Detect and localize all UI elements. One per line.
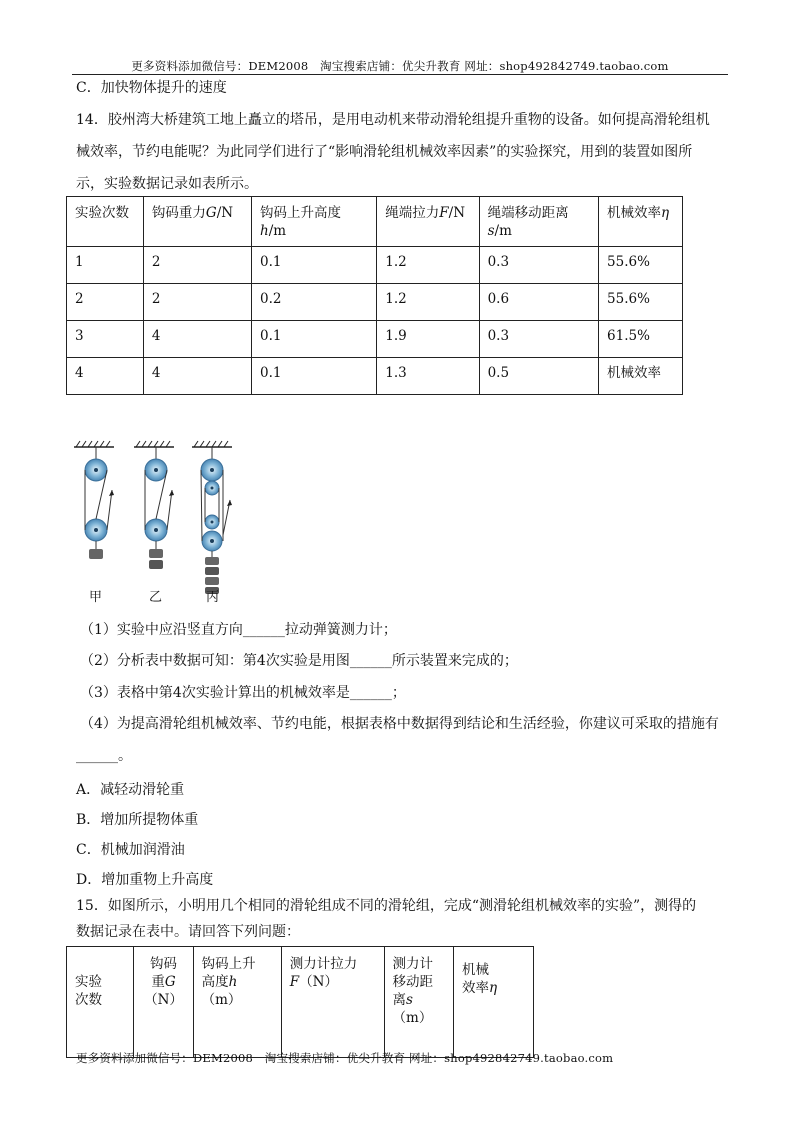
header-cell-efficiency: 机械效率η — [599, 197, 683, 247]
header-cell-force: 绳端拉力F/N — [377, 197, 479, 247]
table-header-row — [67, 947, 534, 1058]
q15-stem-line2: 数据记录在表中。请回答下列问题： — [76, 924, 300, 940]
q14-sub1: （1）实验中应沿竖直方向______拉动弹簧测力计； — [80, 622, 397, 638]
header-cell-height: 钩码上升高度 h/m — [252, 197, 377, 247]
pulley-system-bing — [192, 441, 232, 594]
header-cell-height: 钩码上升 高度h （m） — [193, 947, 281, 1058]
header-cell-distance: 绳端移动距离s/m — [479, 197, 598, 247]
figure-label-bing: 丙 — [206, 590, 220, 605]
q15-data-table — [66, 946, 534, 1058]
q14-stem-line1: 14．胶州湾大桥建筑工地上矗立的塔吊，是用电动机来带动滑轮组提升重物的设备。如何提高滑轮组机 — [76, 112, 710, 128]
header-cell-trial: 实验次数 — [67, 197, 144, 247]
header-cell-weight: 钩码 重G （N） — [134, 947, 193, 1058]
header-divider — [72, 74, 728, 75]
q14-data-table — [66, 196, 683, 395]
q14-sub3: （3）表格中第4次实验计算出的机械效率是______； — [80, 685, 406, 701]
q14-stem-line3: 示，实验数据记录如表所示。 — [76, 176, 258, 192]
table-row: 2 2 0.2 1.2 0.6 55.6% — [67, 284, 683, 321]
table-header-row — [67, 197, 683, 247]
q15-stem-line1: 15．如图所示，小明用几个相同的滑轮组成不同的滑轮组，完成“测滑轮组机械效率的实验”，测得的 — [76, 898, 697, 914]
header-cell-distance: 测力计 移动距 离s （m） — [384, 947, 454, 1058]
page-header: 更多资料添加微信号：DEM2008 淘宝搜索店铺：优尖升教育 网址：shop492842749.taobao.com — [131, 59, 669, 73]
table-row: 3 4 0.1 1.9 0.3 61.5% — [67, 321, 683, 358]
page-footer: 更多资料添加微信号：DEM2008 淘宝搜索店铺：优尖升教育 网址：shop492842749.taobao.com — [76, 1051, 614, 1065]
table-row: 1 2 0.1 1.2 0.3 55.6% — [67, 247, 683, 284]
header-cell-efficiency: 机械 效率η — [454, 947, 534, 1058]
q14-sub4-line2: ______。 — [76, 748, 132, 764]
pulley-system-jia — [74, 441, 114, 559]
q14-stem-line2: 械效率，节约电能呢？为此同学们进行了“影响滑轮组机械效率因素”的实验探究，用到的装置如图所 — [76, 144, 693, 160]
pulley-system-yi — [134, 441, 174, 569]
q14-option-a: A．减轻动滑轮重 — [76, 782, 185, 798]
figure-label-jia: 甲 — [89, 590, 103, 605]
table-row: 4 4 0.1 1.3 0.5 机械效率 — [67, 358, 683, 395]
q14-sub2: （2）分析表中数据可知：第4次实验是用图______所示装置来完成的； — [80, 653, 518, 669]
q14-option-b: B．增加所提物体重 — [76, 812, 199, 828]
figure-label-yi: 乙 — [149, 590, 163, 605]
header-cell-trial: 实验 次数 — [67, 947, 134, 1058]
header-cell-force: 测力计拉力 F（N） — [281, 947, 384, 1058]
q14-option-c: C．机械加润滑油 — [76, 842, 185, 858]
q13-option-c: C．加快物体提升的速度 — [76, 80, 227, 96]
q14-option-d: D．增加重物上升高度 — [76, 872, 214, 888]
pulley-systems-figure — [72, 425, 242, 605]
header-cell-weight: 钩码重力G/N — [143, 197, 251, 247]
q14-sub4-line1: （4）为提高滑轮组机械效率、节约电能，根据表格中数据得到结论和生活经验，你建议可采取的措施有 — [80, 716, 719, 732]
